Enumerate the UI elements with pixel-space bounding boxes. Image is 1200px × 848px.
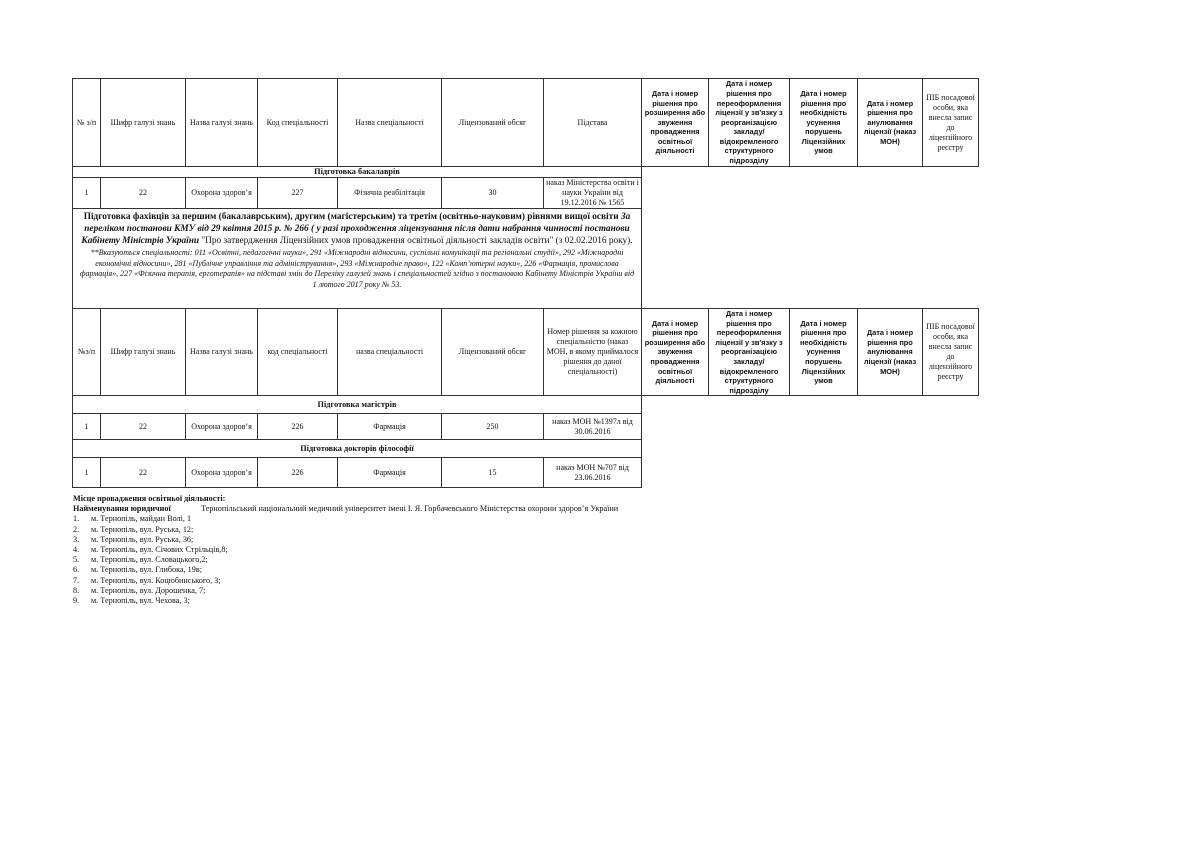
- list-item: [73, 535, 773, 545]
- legal-entity-value: Тернопільський національний медичний університет імені І. Я. Горбачевського Міністерства охорони здоров’я України: [201, 504, 619, 514]
- address-text: м. Тернопіль, вул. Глибока, 19в;: [91, 565, 202, 575]
- cell-spec-name: Фармація: [338, 414, 442, 440]
- col-header-annulment: Дата і номер рішення про анулювання ліцензії (наказ МОН): [858, 309, 923, 396]
- cell-basis: наказ Міністерства освіти і науки України від 19.12.2016 № 1565: [544, 178, 642, 209]
- address-text: м. Тернопіль, вул. Руська, 36;: [91, 534, 194, 544]
- list-item: [73, 525, 773, 535]
- section-title-bachelor: Підготовка бакалаврів: [73, 167, 642, 178]
- col-header-official: ПІБ посадової особи, яка внесла запис до ліцензійного реєстру: [923, 309, 979, 396]
- cell-num: 1: [73, 414, 101, 440]
- table-row: [73, 178, 979, 209]
- col-header-spec-name: Назва спеціальності: [338, 79, 442, 167]
- col-header-num: №з/п: [73, 309, 101, 396]
- cell-field: Охорона здоров’я: [186, 414, 258, 440]
- col-header-basis: Підстава: [544, 79, 642, 167]
- col-header-annulment: Дата і номер рішення про анулювання ліцензії (наказ МОН): [858, 79, 923, 167]
- address-text: м. Тернопіль, вул. Коцюбинського, 3;: [91, 575, 221, 585]
- cell-spec-code: 226: [258, 414, 338, 440]
- legal-entity-label: Найменування юридичної: [73, 504, 171, 514]
- address-number: 6.: [73, 565, 80, 575]
- note-specialties: **Вказуються спеціальності: 011 «Освітні, педагогічні науки», 291 «Міжнародні відносини, суспільні комунікації та регіональні студії», 292 «Міжнародні економічні відносини», 281 «Публічне управління та адміністрування», 293 «Міжнародне право», 122 «Комп’ютерні науки», 226 «Фармація, промислова фармація», 227 «Фізична терапія, ерготерапія» на підставі змін до Переліку галузей знань і спеціальностей згідно з постановою Кабінету Міністрів України від 1 лютого 2017 року № 53.: [79, 248, 635, 289]
- cell-basis: наказ МОН №1397л від 30.06.2016: [544, 414, 642, 440]
- col-header-basis: Номер рішення за кожною спеціальністю (наказ МОН, в якому приймалося рішення до даної спеціальності): [544, 309, 642, 396]
- section-title-phd: Підготовка докторів філософії: [73, 440, 642, 458]
- table-header-row: [73, 79, 979, 167]
- cell-spec-code: 226: [258, 458, 338, 488]
- cell-code: 22: [101, 414, 186, 440]
- license-table-master-phd: [72, 308, 979, 488]
- list-item: [73, 555, 773, 565]
- place-of-activity: [73, 494, 773, 606]
- list-item: [73, 576, 773, 586]
- cell-spec-code: 227: [258, 178, 338, 209]
- note-main: [79, 211, 635, 247]
- address-number: 3.: [73, 534, 80, 544]
- note-main-italic: За переліком постанови КМУ від 29 квітня 2015 р. № 266 ( у разі проходження ліцензування після дати набрання чинності постанови Кабінету Міністрів України: [81, 212, 631, 246]
- list-item: [73, 545, 773, 555]
- cell-num: 1: [73, 458, 101, 488]
- cell-volume: 250: [442, 414, 544, 440]
- cell-field: Охорона здоров’я: [186, 458, 258, 488]
- col-header-reissue: Дата і номер рішення про переоформлення ліцензії у зв'язку з реорганізацією закладу/відокремленого структурного підрозділу: [709, 79, 790, 167]
- col-header-violations: Дата і номер рішення про необхідність усунення порушень Ліцензійних умов: [790, 309, 858, 396]
- col-header-spec-name: назва спеціальності: [338, 309, 442, 396]
- list-item: [73, 596, 773, 606]
- cell-code: 22: [101, 458, 186, 488]
- col-header-expansion: Дата і номер рішення про розширення або звуження провадження освітньої діяльності: [642, 79, 709, 167]
- col-header-official: ПІБ посадової особи, яка внесла запис до ліцензійного реєстру: [923, 79, 979, 167]
- list-item: [73, 586, 773, 596]
- col-header-code: Шифр галузі знань: [101, 309, 186, 396]
- col-header-code: Шифр галузі знань: [101, 79, 186, 167]
- note-block: [72, 207, 642, 308]
- col-header-spec-code: код спеціальності: [258, 309, 338, 396]
- list-item: [73, 565, 773, 575]
- cell-num: 1: [73, 178, 101, 209]
- col-header-field: Назва галузі знань: [186, 309, 258, 396]
- cell-field: Охорона здоров’я: [186, 178, 258, 209]
- license-table-bachelor: [72, 78, 979, 209]
- cell-spec-name: Фізична реабілітація: [338, 178, 442, 209]
- table-row: [73, 414, 979, 440]
- col-header-violations: Дата і номер рішення про необхідність усунення порушень Ліцензійних умов: [790, 79, 858, 167]
- col-header-volume: Ліцензований обсяг: [442, 79, 544, 167]
- address-number: 4.: [73, 545, 80, 555]
- table-header-row: [73, 309, 979, 396]
- cell-spec-name: Фармація: [338, 458, 442, 488]
- address-text: м. Тернопіль, вул. Руська, 12;: [91, 524, 194, 534]
- address-text: м. Тернопіль, вул. Дорошенка, 7;: [91, 585, 206, 595]
- place-title: Місце провадження освітньої діяльності:: [73, 494, 226, 503]
- address-text: м. Тернопіль, вул. Чехова, 3;: [91, 596, 190, 606]
- col-header-reissue: Дата і номер рішення про переоформлення ліцензії у зв'язку з реорганізацією закладу/відокремленого структурного підрозділу: [709, 309, 790, 396]
- address-text: м. Тернопіль, вул. Словацького,2;: [91, 555, 208, 565]
- section-title-master: Підготовка магістрів: [73, 396, 642, 414]
- address-number: 2.: [73, 524, 80, 534]
- table-row: [73, 458, 979, 488]
- address-number: 8.: [73, 585, 80, 595]
- address-number: 1.: [73, 514, 80, 524]
- cell-volume: 15: [442, 458, 544, 488]
- col-header-spec-code: Код спеціальності: [258, 79, 338, 167]
- cell-volume: 30: [442, 178, 544, 209]
- col-header-num: № з/п: [73, 79, 101, 167]
- col-header-volume: Ліцензований обсяг: [442, 309, 544, 396]
- address-number: 7.: [73, 575, 80, 585]
- note-main-bold: Підготовка фахівців за першим (бакалаврським), другим (магістерським) та третім (освітньо-науковим) рівнями вищої освіти: [83, 212, 619, 222]
- address-number: 9.: [73, 596, 80, 606]
- col-header-expansion: Дата і номер рішення про розширення або звуження провадження освітньої діяльності: [642, 309, 709, 396]
- col-header-field: Назва галузі знань: [186, 79, 258, 167]
- address-list: [73, 514, 773, 606]
- legal-entity-row: [73, 504, 773, 514]
- cell-code: 22: [101, 178, 186, 209]
- list-item: [73, 514, 773, 524]
- note-main-tail: "Про затвердження Ліцензійних умов провадження освітньої діяльності закладів освіти" (з 02.02.2016 року).: [201, 236, 633, 246]
- address-number: 5.: [73, 555, 80, 565]
- address-text: м. Тернопіль, майдан Волі, 1: [91, 514, 192, 524]
- cell-basis: наказ МОН №707 від 23.06.2016: [544, 458, 642, 488]
- address-text: м. Тернопіль, вул. Січових Стрільців,8;: [91, 545, 228, 555]
